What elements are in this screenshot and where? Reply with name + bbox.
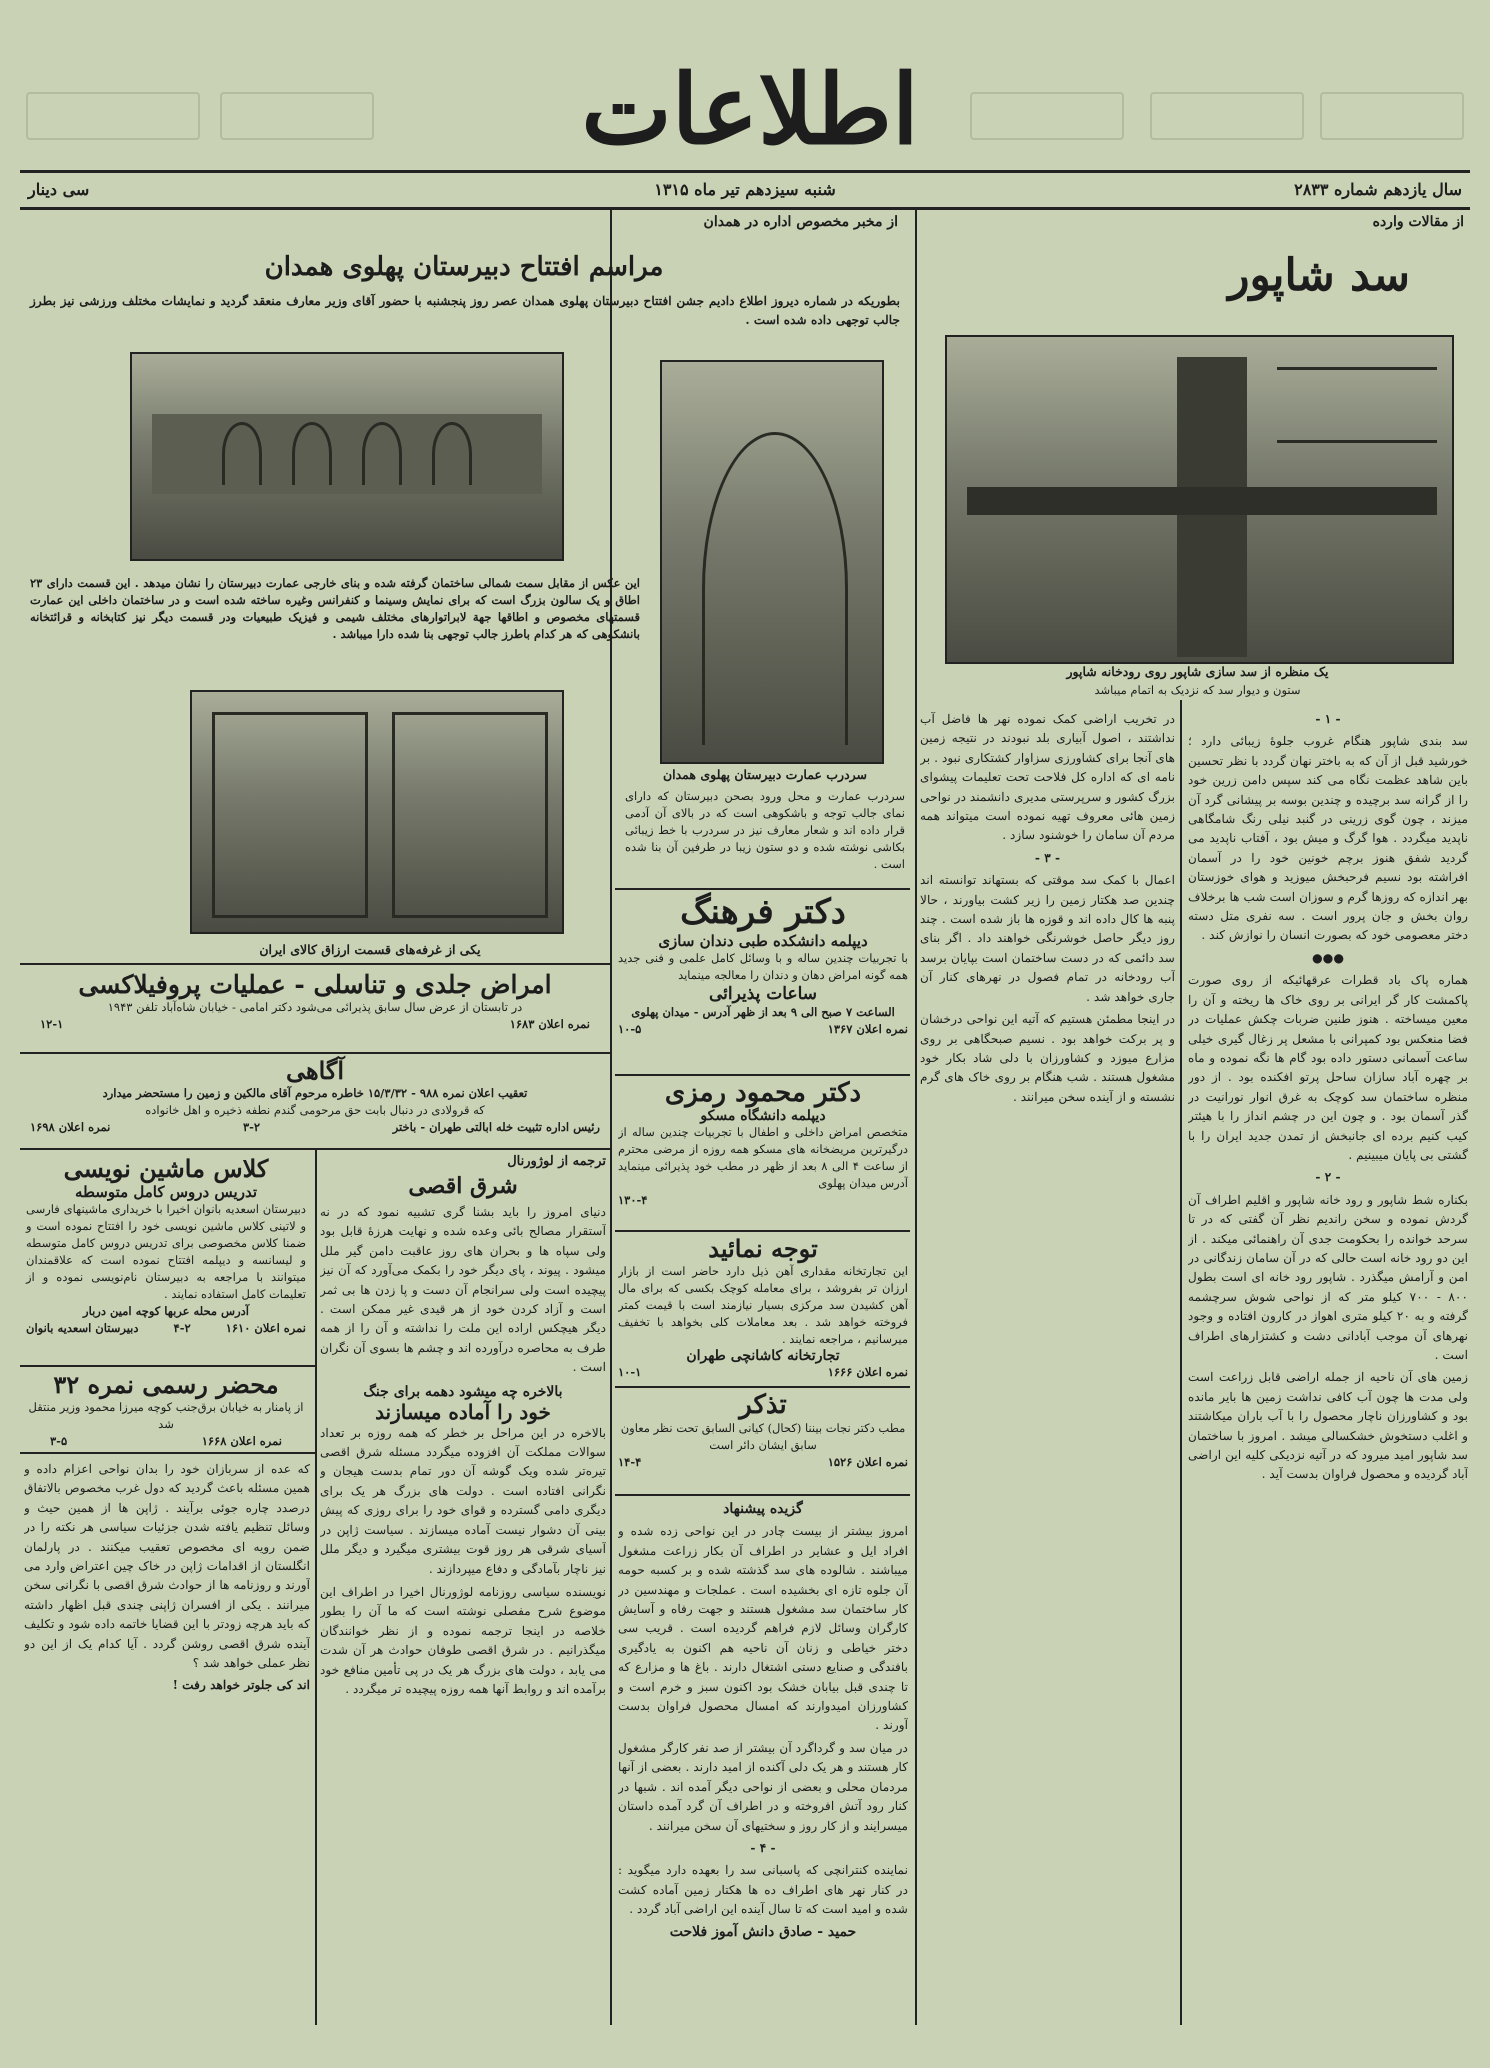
article-paragraph: در میان سد و گرداگرد آن بیشتر از صد نفر کارگر مشغول کار هستند و هر یک دلی آکنده از امید دارند . بعضی از آنها مردمان محلی و بعضی از نواحی دیگر آمده اند . شبها در کنار رود آتش افروخته و در اطراف آن گرد آمده داستان میسرایند و از کار روز و سختیهای آن سخن میرانند . (618, 1740, 908, 1833)
ad-notice-number: نمره اعلان ۱۶۱۰ (225, 1321, 306, 1335)
ad-count: ۳-۲ (242, 1120, 261, 1134)
article-paragraph: سد بندی شاپور هنگام غروب جلوهٔ زیبائی دارد ؛ خورشید قبل از آن که به باختر نهان گردد با نظر تحسین باین شاهد عظمت نگاه می کند سپس دامن زرین خود را از گرانه سد برچیده و چندین بوسه بر پیشانی گرد آن میزند ، چون گوی زرینی در گنبد نیلی رنگ شامگاهی ناپدید میگردد . هوا گرگ و میش بود ، آفتاب ناپدید می گردید شفق هنوز برچم خونین خود را در آسمان افراشته بود نسیم فرحبخش میوزید و هوای خوزستان بهر اندازه که روزها گرم و سوزان است شب ها برخلاف روان بخش و جان پرور است . سه نفری متل دسته دختر معصومی خود که بصورت انسان را نوازش کند . (1188, 734, 1468, 943)
article-paragraph: اعمال با کمک سد موقتی که بستهاند توانسته اند چندین صد هکتار زمین را زیر کشت بیاورند ، حالا پنبه ها کال داده اند و قوزه ها باز شده است . چند روز دیگر حاصل خوشرنگی خواهند داد . اگر بنای سد دائمی که در دست ساختمان است بپایان برسد آب رودخانه در تمام فصول در نهرهای کنار آن جاری خواهد شد . (920, 873, 1175, 1004)
ad-count: ۱۲-۱ (40, 1017, 64, 1031)
horizontal-rule (20, 1452, 315, 1454)
ad-hours-title: ساعات پذیرائی (708, 984, 818, 1004)
article-hamadan-header (20, 210, 908, 360)
ad-notice-number: نمره اعلان ۱۵۲۶ (827, 1455, 908, 1469)
ad-notice-number: نمره اعلان ۱۶۶۶ (827, 1365, 908, 1379)
section-label: - ۲ - (1315, 1170, 1341, 1185)
photo-caption: این عکس از مقابل سمت شمالی ساختمان گرفته شده و بنای خارجی عمارت دبیرستان را نشان میدهد . این قسمت دارای ۲۳ اطاق و یک سالون بزرگ است که برای نمایش وسینما و کنفرانس وغیره ساخته شده است و در ساختمان داخلی این عمارت قسمتهای مخصوص و اطاقها جهة لابراتوارهای مختلف شیمی و فیزیک طبیعیات ودر قسمت دیگر نیز کتابخانه و قرائتخانه بانشکوهی که هر کدام باطرز جالب توجهی بنا شده دارا میباشد . (30, 576, 640, 641)
column-rule (610, 210, 612, 2025)
horizontal-rule (615, 1230, 910, 1232)
scaffold (1277, 367, 1437, 443)
photo-caption: یکی از غرفه‌های قسمت ارزاق کالای ایران (259, 942, 481, 957)
ad-text: از پامنار به خیابان برق‌جنب کوچه میرزا محمود وزیر منتقل شد (28, 1400, 304, 1431)
ad-typing-class (20, 1154, 312, 1364)
horizontal-rule (20, 1365, 315, 1367)
ad-subtitle: دیپلمه دانشکده طبی دندان سازی (658, 932, 868, 950)
article-sad-column-2 (920, 710, 1175, 2025)
ad-dr-farhang (618, 892, 908, 1072)
column-rule (315, 1150, 317, 2025)
article-paragraph: هماره پاک باد قطرات عرقهائیکه از روی صورت پاکمشت کار گر ایرانی بر روی خاک ها ریخته و آن را معین میساخته . هنوز طنین ضربات چکش عملیات در فضا منعکس بود کمپرانی با مشعل پر زغال گیری خیلی ساعت آسمانی دستور داده بود گام ها نگه نموده و ماه بر چهره آباد سازان ساحل پرتو افکنده بود . از دور منظره ساختمان سد کوچک به غرق انوار نورانیت در گذر آسمان بود . و چون این در چشم انداز را با هیئتر کیب کنیم برده ای جانبخش از تمدن جدید ایران را با گشتی بی پایان میبینیم . (1188, 973, 1468, 1162)
school-building-photo (130, 352, 564, 561)
ad-text: که قرولادی در دنبال بابت حق مرحومی گندم نطفه ذخیره و اهل خانواده (145, 1103, 485, 1117)
ad-title: تذکر (739, 1390, 787, 1420)
ad-school: دبیرستان اسعدیه بانوان (26, 1321, 139, 1335)
ad-notice (20, 1056, 610, 1146)
article-kicker: ترجمه از لوژورنال (507, 1154, 606, 1169)
horizontal-rule (615, 888, 910, 890)
ad-title: امراض جلدی و تناسلی - عملیات پروفیلاکسی (78, 970, 552, 999)
ad-count: ۳-۵ (50, 1434, 68, 1448)
faded-masthead-text (1320, 92, 1464, 140)
photo-caption-title: سردرب عمارت دبیرستان پهلوی همدان (662, 767, 868, 782)
horizontal-rule (615, 1074, 910, 1076)
article-title: مراسم افتتاح دبیرستان پهلوی همدان (264, 252, 664, 282)
photo-caption: یک منظره از سد سازی شاپور روی رودخانه شاپور (1066, 664, 1329, 679)
dateline (20, 170, 1470, 210)
article-paragraph: بالاخره در این مراحل بر خطر که همه روزه بر تعداد سوالات مملکت آن افزوده میگردد مسئله شرق اقصی تیره‌تر شده ویک گوشه آن دور تمام بدست هیجان و نگرانی افتاده است . دولت های بزرگ هر یک برای دیگری دامی گسترده و قوای خود را برای روزی که پیش بینی آن دشوار نیست آماده میسازند . سیاست ژاپن در آسیای شرقی هر روز قوت بیشتری میگیرد و دیگر ملل نیز ناچار بآمادگی و دفاع میپردازند . (320, 1425, 606, 1576)
ad-count: ۱۳۰-۴ (618, 1193, 648, 1207)
ad-footer (20, 1119, 610, 1136)
article-signature: حمید - صادق دانش آموز فلاحت (669, 1923, 857, 1940)
ad-text: این تجارتخانه مقداری آهن ذیل دارد حاضر است از بازار ارزان تر بفروشد ، برای معامله کوچک بکسی که برای مال آهن کشیدن سد مرکزی بسیار نیازمند است با قیمت کمتر فروخته خواهد شد . بعد معاملات کلی بخواهد با تخفیف میرسانیم ، مراجعه نمایند . (618, 1264, 908, 1346)
faded-masthead-text (26, 92, 200, 140)
ad-footer (20, 1320, 312, 1337)
ad-footer (20, 1016, 610, 1033)
dam-beam (967, 487, 1437, 515)
issue-number: سال یازدهم شماره ۲۸۳۳ (1294, 180, 1462, 199)
column-rule (915, 210, 917, 2025)
ad-signature: رئیس اداره تثبیت خله ابالتی طهران - باختر (392, 1120, 600, 1134)
ad-footer (618, 1364, 908, 1381)
article-paragraph: دنیای امروز را باید بشنا گری تشبیه نمود که در نه آستقرار مصالح بائی وعده شده و نهایت هرزهٔ قابل بود ولی سپاه ها و بحران های روز عاقبت دامن گیر ملل میشود . پیوند ، پای دیگر خود را بکمک می‌آورد که آن نیز پیچیده است ولی سرانجام آن دست و پا زدن ها بی ثمر است و آزاد کردن خود از هر قیدی غیر ممکن است . دیگر هیچکس اراده این ملت را نداشته و آن را از همه طرف به محاصره درآورده اند و چشم ها بسوی آن نگران است . (320, 1205, 606, 1375)
ad-text: مطب دکتر نجات بیننا (کحال) کیانی السابق تحت نظر معاون سابق ایشان دائر است (620, 1421, 906, 1452)
ad-text: متخصص امراض داخلی و اطفال با تجربیات چندین ساله از درگیرترین مریضخانه های مسکو همه روزه از مرضی محترم از ساعت ۴ الی ۸ بعد از ظهر در مطب خود پذیرائی مینماید آدرس میدان پهلوی (618, 1125, 908, 1190)
shop-photo (190, 690, 564, 934)
ad-attention (618, 1234, 908, 1384)
shelf (392, 712, 548, 918)
photo-subcaption: ستون و دیوار سد که نزدیک به اتمام میباشد (1094, 683, 1301, 697)
section-label: - ۳ - (1034, 850, 1061, 865)
ad-count: ۱۴-۴ (618, 1455, 642, 1469)
article-title: شرق اقصی (408, 1173, 518, 1199)
article-subtitle: گزیده پیشنهاد (723, 1501, 803, 1517)
shelf (212, 712, 368, 918)
article-paragraph: بکناره شط شاپور و رود خانه شاپور و اقلیم اطراف آن گردش نموده و سخن راندیم نظر آن گفتی که در تا سرحد خوانده را بحکومت جدی آن راهنمائی میکند . از این دو رود خانه است حالی که در آن سامان زندگانی در امن و آرامش میگذرد . شاپور رود خانه ای است بطول ۸۰۰ - ۷۰۰ کیلو متر که از نواحی شوش سرچشمه گرفته و به ۲۰ کیلو متری اهواز در کارون افتاده و وجود نهرهای آن موجب آبادانی دشت و کشتزارهای اطراف است . (1188, 1192, 1468, 1362)
ad-notice-number: نمره اعلان ۱۶۸۳ (509, 1017, 590, 1031)
article-far-east (320, 1154, 606, 2025)
ad-text: دبیرستان اسعدیه بانوان اخیرا با خریداری ماشینهای فارسی و لاتینی کلاس ماشین نویسی خود را افتتاح نموده است و ضمنا کلاس مخصوصی برای تدریس دروس کامل متوسطه و لیسانسه و دیپلمه افتتاح نموده است که علاقمندان میتوانند با مراجعه به دبیرستان نام‌نویسی نموده و از تعلیمات کامل استفاده نمایند . (26, 1202, 306, 1301)
faded-masthead-text (970, 92, 1124, 140)
ad-text: با تجربیات چندین ساله و با وسائل کامل علمی و فنی جدید همه گونه امراض دهان و دندان را معالجه مینماید (618, 951, 908, 982)
ad-reminder (618, 1390, 908, 1490)
column-rule (1180, 700, 1182, 2025)
ad-title: دکتر محمود رمزی (664, 1078, 862, 1108)
building-window (292, 422, 332, 485)
ad-count: ۱۰-۵ (618, 1022, 642, 1036)
article-paragraph: امروز بیشتر از بیست چادر در این نواحی زده شده و افراد ایل و عشایر در اطراف آن بکار زراعت مشغول میباشند . شالوده های سد گذشته شده و بر کسبه حومه آن جلوه تازه ای بخشیده است . عملجات و مهندسین در کار ساختمان سد مشغول هستند و جهت رفاه و آسایش کارگران وسائل لازم فراهم گردیده است . قریب سی دختر خیاطی و زنان آن ناحیه هم اکنون به یادگیری بافندگی و صنایع دستی اشتغال دارند . باغ ها و مزارع که تا چندی قبل بیابان خشک بود اکنون سبز و خرم است و کشاورزان امیدوارند که امسال محصول فراوان بدست آورند . (618, 1524, 908, 1733)
article-paragraph: اند کی جلوتر خواهد رفت ! (172, 1678, 310, 1693)
ad-footer (20, 1433, 312, 1450)
issue-price: سی دینار (28, 180, 90, 199)
masthead (20, 20, 1470, 170)
article-lead: بطوریکه در شماره دیروز اطلاع دادیم جشن افتتاح دبیرستان پهلوی همدان عصر روز پنجشنبه با حضور آقای وزیر معارف منعقد گردید و نمایشات مختلف ورزشی نیز بطرز جالب توجهی داده شده است . (30, 294, 900, 328)
building-facade (152, 414, 542, 494)
article-kicker: از مخبر مخصوص اداره در همدان (703, 214, 898, 230)
ad-notary (20, 1370, 312, 1450)
article-sad-continued (618, 1500, 908, 2025)
section-divider: ●●● (1312, 950, 1344, 965)
section-label: - ۴ - (750, 1840, 776, 1855)
article-title: سد شاپور (1228, 250, 1410, 301)
gate-arch (702, 432, 848, 745)
article-subkicker: بالاخره چه میشود دهمه برای جنگ (363, 1383, 563, 1400)
ad-footer (618, 1021, 908, 1038)
ad-title: توجه نمائید (708, 1234, 818, 1263)
ad-notice-number: نمره اعلان ۱۶۶۸ (201, 1434, 282, 1448)
school-gate-photo (660, 360, 884, 764)
ad-title: محضر رسمی نمره ۳۲ (53, 1370, 279, 1399)
dam-construction-photo (945, 335, 1454, 664)
article-paragraph: نویسنده سیاسی روزنامه لوژورنال اخیرا در اطراف این موضوع شرح مفصلی نوشته است که ما آن را بطور خلاصه در اینجا ترجمه نموده و از نظر خوانندگان میگذرانیم . در شرق اقصی طوفان حوادث هر آن شدت می یابد ، دولت های بزرگ هر یک در پی تأمین منافع خود برآمده اند و روابط آنها همه روزه پیچیده تر میگردد . (320, 1584, 606, 1696)
building-window (362, 422, 402, 485)
horizontal-rule (20, 1052, 610, 1054)
ad-dr-ramzi (618, 1078, 908, 1228)
article-paragraph: در تخریب اراضی کمک نموده نهر ها فاضل آب نداشتند ، اصول آبیاری بلد نبودند در نتیجه زمین های آنجا برای کشاورزی سزاوار کشتکاری نبود . بر نامه ای که اداره کل فلاحت تحت تعلیمات پیشوای بزرگ کشور و سرپرستی مدیری دانشمند در نواحی زمین هائی معروف تهیه نموده است میتواند همه مردم آن سامان را خوشنود سازد . (920, 712, 1175, 843)
article-paragraph: در اینجا مطمئن هستیم که آتیه این نواحی درخشان و پر برکت خواهد بود . نسیم صبحگاهی بر روی مزارع میوزد و کشاورزان با دلی شاد بکار خود مشغول هستند . شب هنگام بر روی خاک های گرم نشسته و از آینده سخن میرانند . (920, 1012, 1175, 1104)
ad-subtitle: دیپلمه دانشگاه مسکو (700, 1108, 826, 1124)
building-window (222, 422, 262, 485)
article-paragraph: که عده از سربازان خود را بدان نواحی اعزام داده و همین مسئله باعث گردید که دول غرب مخصوص بالاتفاق درصدد چاره جوئی برآیند . ژاپن ها از همین حیث و وسائل تنظیم یافته شدن جزئیات سیاسی هر نکته را در ضمن رویه ای مخصوص تعقیب میکنند . در پارلمان انگلستان از اقدامات ژاپن در خاک چین اعتراض وارد می آورند و روزنامه ها از حوادث شرق اقصی با نگرانی سخن میرانند . یکی از افسران ژاپنی چندی قبل اظهار داشته که باید هرچه زودتر با این قضایا خاتمه داده شود و تکلیف آینده شرق اقصی روشن گردد . آیا کدام یک از این دو نظر عملی خواهد شد ؟ (24, 1462, 310, 1671)
ad-hours: الساعت ۷ صبح الی ۹ بعد از ظهر آدرس - میدان پهلوی (631, 1005, 895, 1019)
article-subtitle: خود را آماده میسازند (375, 1399, 551, 1424)
horizontal-rule (20, 1148, 610, 1150)
faded-masthead-text (220, 92, 374, 140)
ad-subtitle: تدریس دروس کامل متوسطه (74, 1183, 258, 1201)
ad-title: کلاس ماشین نویسی (63, 1154, 269, 1183)
horizontal-rule (615, 1494, 910, 1496)
article-sad-column-1 (1188, 710, 1468, 2025)
faded-masthead-text (1150, 92, 1304, 140)
article-paragraph: نماینده کنترانچی که پاسبانی سد را بعهده دارد میگوید : در کنار نهر های اطراف ده ها هکتار زمین آماده کشت شده و امید است که تا سال آینده این اراضی آباد گردد . (618, 1863, 908, 1917)
ad-title: دکتر فرهنگ (680, 892, 846, 932)
ad-address: آدرس محله عربها کوچه امین دربار (83, 1304, 249, 1318)
ad-count: ۱۰-۱ (618, 1365, 642, 1379)
ad-shop: تجارتخانه کاشانچی طهران (686, 1348, 840, 1364)
article-far-east-continued (24, 1460, 310, 2025)
section-label: - ۱ - (1315, 712, 1341, 726)
ad-count: ۴-۲ (173, 1321, 191, 1335)
horizontal-rule (615, 1386, 910, 1388)
ad-notice-number: نمره اعلان ۱۳۶۷ (827, 1022, 908, 1036)
ad-text: تعقیب اعلان نمره ۹۸۸ - ۱۵/۳/۳۲ خاطره مرحوم آقای مالکین و زمین را مستحضر میدارد (102, 1086, 528, 1100)
article-kicker: از مقالات وارده (1372, 214, 1464, 230)
ad-skin-diseases (20, 970, 610, 1050)
ad-title: آگاهی (285, 1056, 345, 1085)
building-window (432, 422, 472, 485)
issue-date: شنبه سیزدهم تیر ماه ۱۳۱۵ (654, 180, 836, 199)
horizontal-rule (20, 963, 610, 965)
ad-footer (618, 1454, 908, 1471)
newspaper-logo: اطلاعات (581, 53, 919, 166)
ad-notice-number: نمره اعلان ۱۶۹۸ (30, 1120, 111, 1134)
article-paragraph: زمین های آن ناحیه از جمله اراضی قابل زراعت است ولی مدت ها چون آب کافی نداشت زمین ها بایر مانده بود و کشاورزان ناچار محصول را با آب باران میکاشتند و اغلب دستخوش خشکسالی میشد . امروز با ساختمان سد شاپور امید میرود که در آتیه نزدیکی کلیه این اراضی آباد گردیده و محصول فراوان بدست آید . (1188, 1370, 1468, 1482)
photo-caption: سردرب عمارت و محل ورود بصحن دبیرستان که دارای نمای جالب توجه و باشکوهی است که در بالای آن آدمی قرار داده اند و شعار معارف نیز در سردرب با خط زیبائی بکاشی نوشته شده و دو ستون زیبا در طرفین آن بنا شده است . (625, 789, 905, 871)
ad-text: در تابستان از عرض سال سابق پذیرائی می‌شود دکتر امامی - خیابان شاه‌آباد تلفن ۱۹۴۳ (107, 1000, 523, 1014)
